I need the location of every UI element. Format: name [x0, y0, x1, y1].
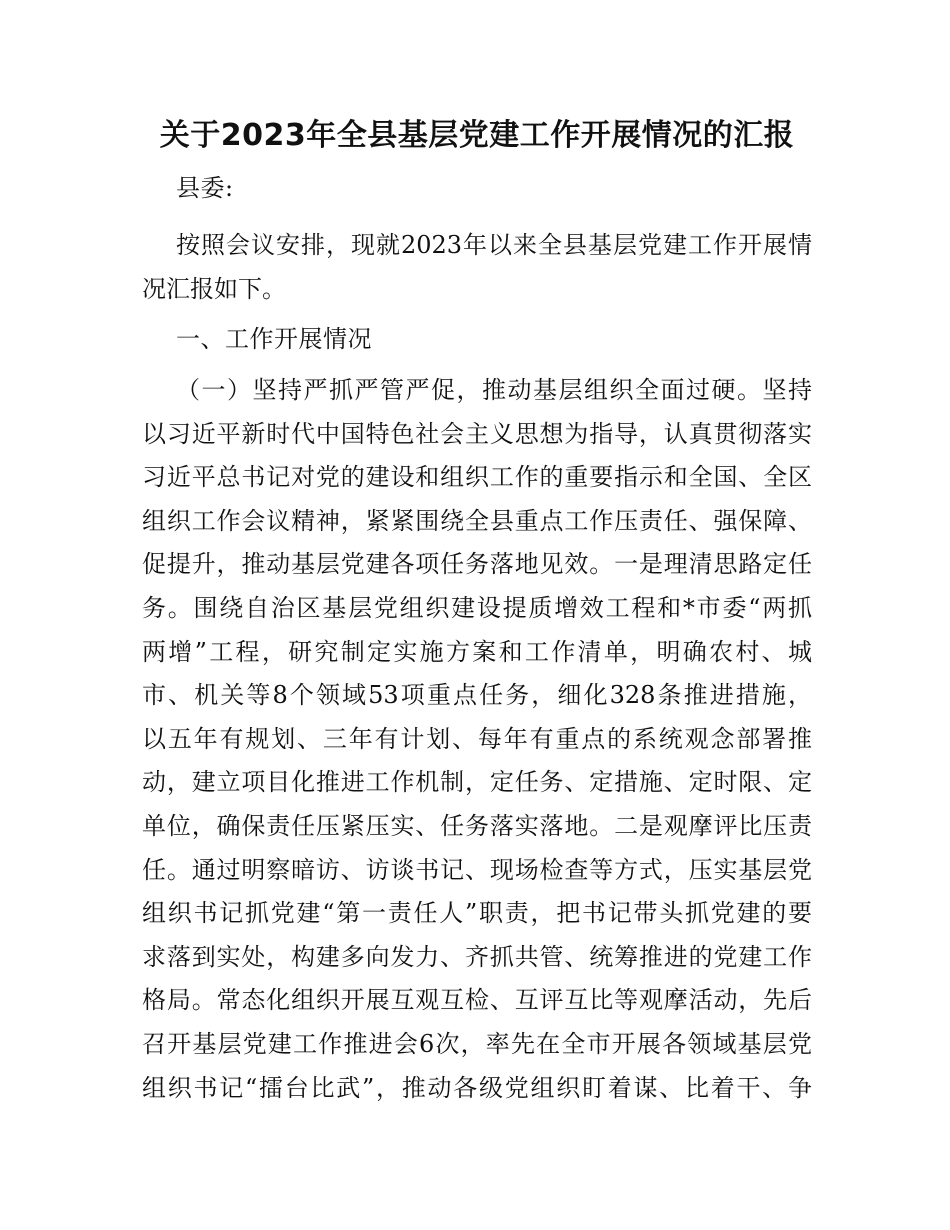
paragraph-line: 求落到实处，构建多向发力、齐抓共管、统筹推进的党建工作 [142, 942, 812, 971]
intro-paragraph [142, 224, 812, 311]
intro-line: 况汇报如下。 [142, 274, 286, 303]
intro-line: 按照会议安排，现就2023年以来全县基层党建工作开展情 [176, 231, 812, 259]
paragraph-line: 市、机关等8个领域53项重点任务，细化328条推进措施， [142, 681, 812, 710]
paragraph-line: 以习近平新时代中国特色社会主义思想为指导，认真贯彻落实 [142, 419, 812, 448]
paragraph-line: 单位，确保责任压紧压实、任务落实落地。二是观摩评比压责 [142, 811, 812, 840]
paragraph-line: 召开基层党建工作推进会6次，率先在全市开展各领域基层党 [142, 1029, 812, 1058]
paragraph-line: 两增”工程，研究制定实施方案和工作清单，明确农村、城 [142, 637, 812, 666]
section-heading: 一、工作开展情况 [176, 325, 372, 353]
paragraph-line: 格局。常态化组织开展互观互检、互评互比等观摩活动，先后 [142, 986, 812, 1015]
document-title: 关于2023年全县基层党建工作开展情况的汇报 [159, 118, 795, 153]
body-paragraph [142, 369, 812, 1110]
paragraph-line: 组织书记“擂台比武”，推动各级党组织盯着谋、比着干、争 [142, 1073, 812, 1102]
paragraph-line: 习近平总书记对党的建设和组织工作的重要指示和全国、全区 [142, 463, 812, 492]
paragraph-line: 组织工作会议精神，紧紧围绕全县重点工作压责任、强保障、 [142, 506, 812, 535]
paragraph-line: 促提升，推动基层党建各项任务落地见效。一是理清思路定任 [142, 550, 812, 579]
salutation: 县委: [176, 174, 234, 202]
paragraph-line: 组织书记抓党建“第一责任人”职责，把书记带头抓党建的要 [142, 899, 812, 928]
paragraph-line: 务。围绕自治区基层党组织建设提质增效工程和*市委“两抓 [142, 593, 812, 622]
paragraph-line: （一）坚持严抓严管严促，推动基层组织全面过硬。坚持 [176, 376, 812, 404]
paragraph-line: 以五年有规划、三年有计划、每年有重点的系统观念部署推 [142, 724, 812, 753]
paragraph-line: 动，建立项目化推进工作机制，定任务、定措施、定时限、定 [142, 768, 812, 797]
paragraph-line: 任。通过明察暗访、访谈书记、现场检查等方式，压实基层党 [142, 855, 812, 884]
